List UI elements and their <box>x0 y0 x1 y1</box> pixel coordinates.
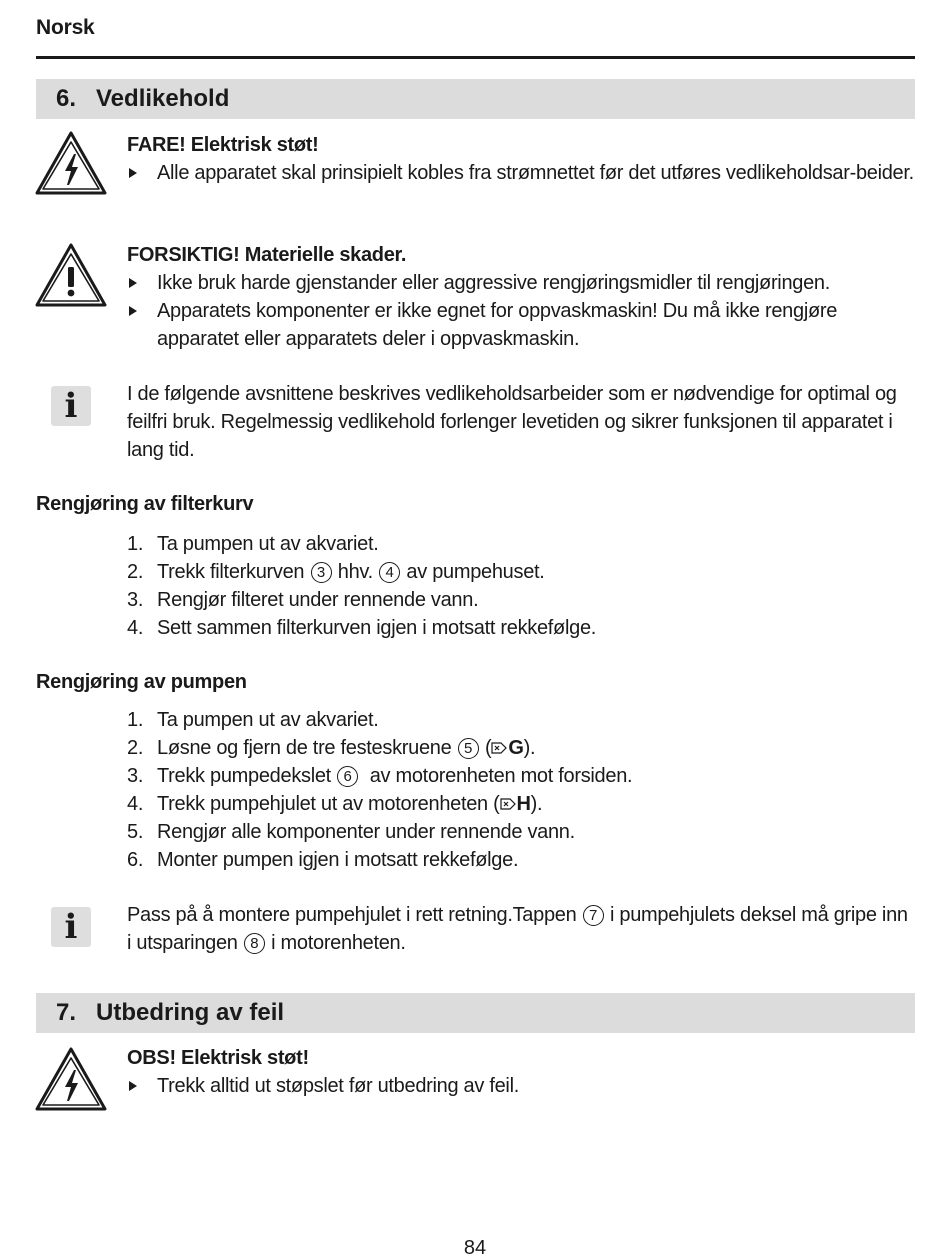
section-6-heading <box>36 79 915 119</box>
notice-bullet: Trekk alltid ut støpslet før utbedring av feil. <box>127 1072 917 1100</box>
warning-exclamation-icon <box>34 242 108 308</box>
section-6-number: 6. <box>56 85 77 112</box>
danger-title: FARE! Elektrisk støt! <box>127 134 319 156</box>
part-ref-badge: 5 <box>458 738 479 759</box>
language-label: Norsk <box>36 16 95 39</box>
filter-cleaning-heading: Rengjøring av filterkurv <box>36 493 254 515</box>
part-ref-badge: 4 <box>379 562 400 583</box>
caution-bullet: Ikke bruk harde gjenstander eller aggressive rengjøringsmidler til rengjøringen. <box>127 269 917 297</box>
notice-title: OBS! Elektrisk støt! <box>127 1047 309 1069</box>
caution-title: FORSIKTIG! Materielle skader. <box>127 244 407 266</box>
section-7-title: Utbedring av feil <box>96 999 285 1026</box>
list-item: 2. Løsne og fjern de tre festeskruene 5 ( G). <box>127 737 536 759</box>
page-number: 84 <box>463 1237 487 1259</box>
filter-steps <box>127 530 917 642</box>
list-item: 1. Ta pumpen ut av akvariet. <box>127 709 379 731</box>
danger-bullet: Alle apparatet skal prinsipielt kobles fra strømnettet før det utføres vedlikeholdsar-beider. <box>127 159 917 187</box>
figure-reference-icon <box>491 741 507 755</box>
bullet-arrow-icon <box>129 278 137 288</box>
figure-reference-icon <box>500 797 516 811</box>
bullet-arrow-icon <box>129 306 137 316</box>
info-note: Pass på å montere pumpehjulet i rett retning.Tappen 7 i pumpehjulets deksel må gripe inn i utsparingen 8 i motorenheten. <box>127 904 908 954</box>
list-item: 5. Rengjør alle komponenter under rennende vann. <box>127 821 575 843</box>
part-ref-badge: 7 <box>583 905 604 926</box>
section-7-heading <box>36 993 915 1033</box>
list-item: 4. Sett sammen filterkurven igjen i motsatt rekkefølge. <box>127 617 597 639</box>
figure-letter: H <box>516 793 531 815</box>
section-7-number: 7. <box>56 999 77 1026</box>
list-item: 1. Ta pumpen ut av akvariet. <box>127 533 379 555</box>
pump-cleaning-heading: Rengjøring av pumpen <box>36 671 247 693</box>
list-item: 3. Trekk pumpedekslet 6 av motorenheten mot forsiden. <box>127 765 633 787</box>
caution-bullet: Apparatets komponenter er ikke egnet for oppvaskmaskin! Du må ikke rengjøre apparatet eller apparatets deler i oppvaskmaskin. <box>127 297 917 353</box>
header-rule <box>36 56 915 59</box>
figure-letter: G <box>508 737 524 759</box>
info-icon: i <box>51 907 91 947</box>
info-icon: i <box>51 386 91 426</box>
part-ref-badge: 6 <box>337 766 358 787</box>
pump-steps <box>127 706 917 874</box>
danger-notice <box>127 131 917 187</box>
list-item: 4. Trekk pumpehjulet ut av motorenheten ( H). <box>127 793 543 815</box>
caution-notice <box>127 241 917 353</box>
part-ref-badge: 3 <box>311 562 332 583</box>
electric-hazard-icon <box>34 130 108 196</box>
info-note: I de følgende avsnittene beskrives vedlikeholdsarbeider som er nødvendige for optimal og feilfri bruk. Regelmessig vedlikehold forlenger levetiden og sikrer funksjonen til apparatet i lang tid. <box>127 383 897 461</box>
bullet-arrow-icon <box>129 168 137 178</box>
list-item: 2. Trekk filterkurven 3 hhv. 4 av pumpehuset. <box>127 561 545 583</box>
bullet-arrow-icon <box>129 1081 137 1091</box>
list-item: 6. Monter pumpen igjen i motsatt rekkefølge. <box>127 849 519 871</box>
notice-block <box>127 1044 917 1100</box>
list-item: 3. Rengjør filteret under rennende vann. <box>127 589 479 611</box>
part-ref-badge: 8 <box>244 933 265 954</box>
section-6-title: Vedlikehold <box>96 85 230 112</box>
electric-hazard-icon <box>34 1046 108 1112</box>
